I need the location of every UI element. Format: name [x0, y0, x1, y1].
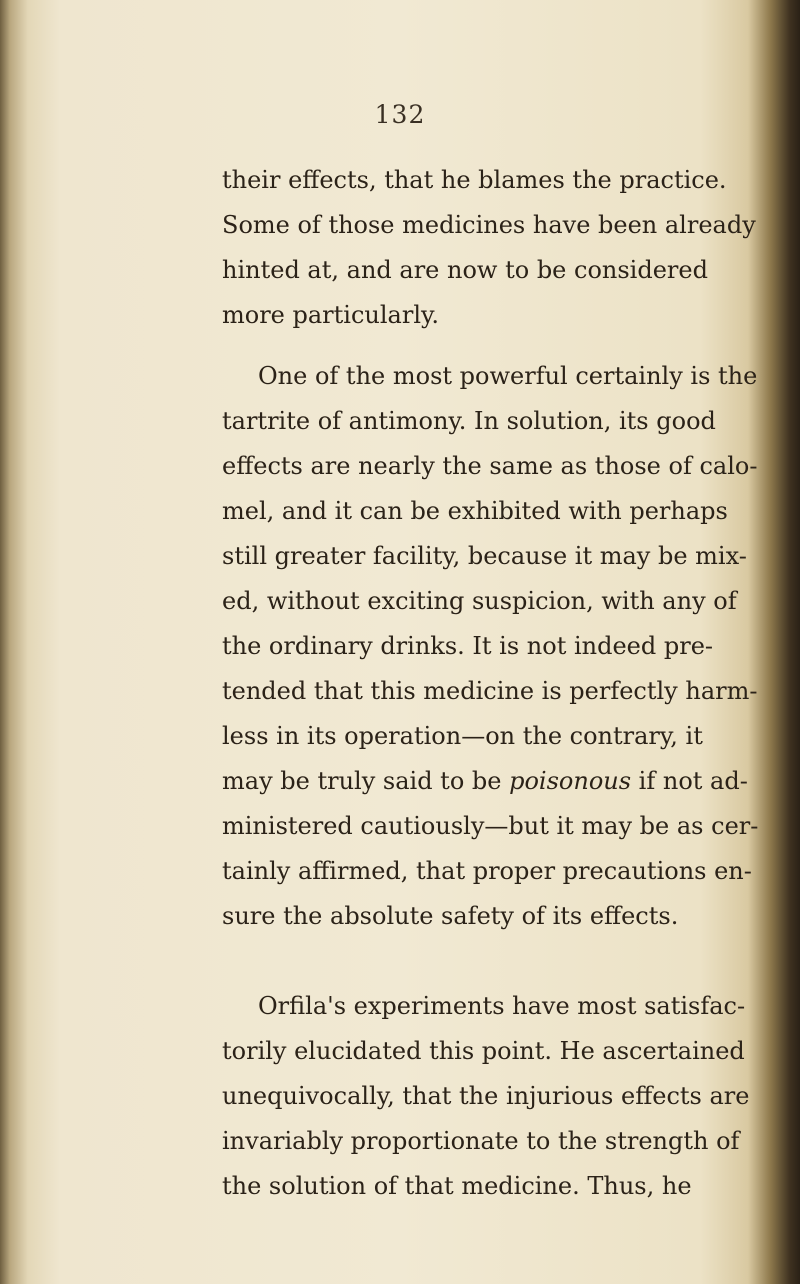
text-line: tended that this medicine is perfectly harm- — [222, 677, 758, 705]
page-number: 132 — [374, 100, 426, 129]
text-segment: if not ad- — [631, 767, 748, 795]
text-line: torily elucidated this point. He ascertained — [222, 1037, 745, 1065]
text-line: effects are nearly the same as those of calo- — [222, 452, 758, 480]
text-line: tartrite of antimony. In solution, its good — [222, 407, 716, 435]
text-line: unequivocally, that the injurious effects are — [222, 1082, 750, 1110]
text-segment: may be truly said to be — [222, 767, 510, 795]
text-line: ed, without exciting suspicion, with any of — [222, 587, 737, 615]
paragraph-3 — [222, 984, 762, 1209]
paragraph-2 — [222, 354, 762, 939]
text-line: invariably proportionate to the strength of — [222, 1127, 740, 1155]
text-line: less in its operation—on the contrary, it — [222, 722, 703, 750]
text-line: tainly affirmed, that proper precautions en- — [222, 857, 752, 885]
text-line: sure the absolute safety of its effects. — [222, 902, 679, 930]
text-line: more particularly. — [222, 301, 440, 329]
text-line: the ordinary drinks. It is not indeed pre- — [222, 632, 714, 660]
text-line: Orfila's experiments have most satisfac- — [258, 992, 746, 1020]
text-line: the solution of that medicine. Thus, he — [222, 1172, 692, 1200]
text-line: still greater facility, because it may be mix- — [222, 542, 747, 570]
text-line: ministered cautiously—but it may be as cer- — [222, 812, 759, 840]
paragraph-1 — [222, 158, 762, 338]
italic-word: poisonous — [509, 767, 632, 795]
text-line — [222, 759, 762, 804]
text-line: One of the most powerful certainly is the — [258, 362, 758, 390]
text-line: hinted at, and are now to be considered — [222, 256, 708, 284]
text-line: Some of those medicines have been already — [222, 211, 756, 239]
text-line: their effects, that he blames the practice. — [222, 166, 727, 194]
text-line: mel, and it can be exhibited with perhaps — [222, 497, 728, 525]
